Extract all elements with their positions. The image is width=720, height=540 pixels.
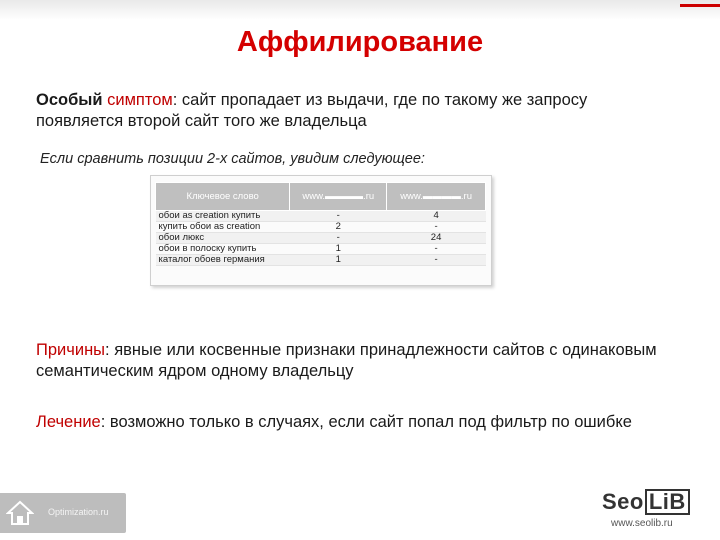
- keyword-cell: купить обои as creation: [156, 222, 290, 233]
- table-row: [156, 244, 486, 255]
- symptom-paragraph: [36, 90, 676, 132]
- site-1-position: 1: [290, 255, 387, 266]
- site-1-position: 1: [290, 244, 387, 255]
- slide-title: Аффилирование: [236, 26, 484, 58]
- causes-text: : явные или косвенные признаки принадлежности сайтов с одинаковым семантическим ядром одному владельцу: [36, 341, 657, 380]
- header-site-1: www.▬▬▬▬.ru: [290, 183, 387, 211]
- header-site-2: www.▬▬▬▬.ru: [387, 183, 486, 211]
- symptom-lead: Особый: [36, 91, 108, 109]
- treatment-label: Лечение: [36, 413, 101, 431]
- header-keyword: Ключевое слово: [156, 183, 290, 211]
- house-icon: [6, 499, 34, 527]
- comparison-note: Если сравнить позиции 2-х сайтов, увидим следующее:: [40, 151, 425, 167]
- treatment-text: : возможно только в случаях, если сайт попал под фильтр по ошибке: [100, 413, 632, 431]
- optimization-label: Optimization.ru: [48, 507, 109, 517]
- table-row: [156, 255, 486, 266]
- site-2-position: -: [387, 255, 486, 266]
- site-1-position: 2: [290, 222, 387, 233]
- site-2-position: -: [387, 244, 486, 255]
- site-2-position: -: [387, 222, 486, 233]
- site-2-position: 24: [387, 233, 486, 244]
- treatment-paragraph: [36, 412, 676, 433]
- positions-table-image: [150, 175, 492, 286]
- site-1-position: -: [290, 233, 387, 244]
- symptom-text: : сайт пропадает из выдачи, где по такому же запросу появляется второй сайт того же владельца: [36, 91, 588, 130]
- brand-lib: LiB: [645, 489, 690, 515]
- symptom-keyword: симптом: [107, 91, 173, 109]
- table-row: [156, 233, 486, 244]
- positions-table: [155, 182, 486, 266]
- causes-paragraph: [36, 340, 676, 382]
- keyword-cell: обои в полоску купить: [156, 244, 290, 255]
- keyword-cell: обои люкс: [156, 233, 290, 244]
- keyword-cell: каталог обоев германия: [156, 255, 290, 266]
- table-row: [156, 222, 486, 233]
- keyword-cell: обои as creation купить: [156, 211, 290, 222]
- brand-seo: Seo: [602, 489, 644, 514]
- brand-url: www.seolib.ru: [611, 518, 673, 529]
- seolib-logo: [602, 489, 690, 515]
- top-decor-rule: [0, 0, 720, 20]
- causes-label: Причины: [36, 341, 106, 359]
- table-row: [156, 211, 486, 222]
- optimization-badge[interactable]: [0, 493, 126, 533]
- site-1-position: -: [290, 211, 387, 222]
- site-2-position: 4: [387, 211, 486, 222]
